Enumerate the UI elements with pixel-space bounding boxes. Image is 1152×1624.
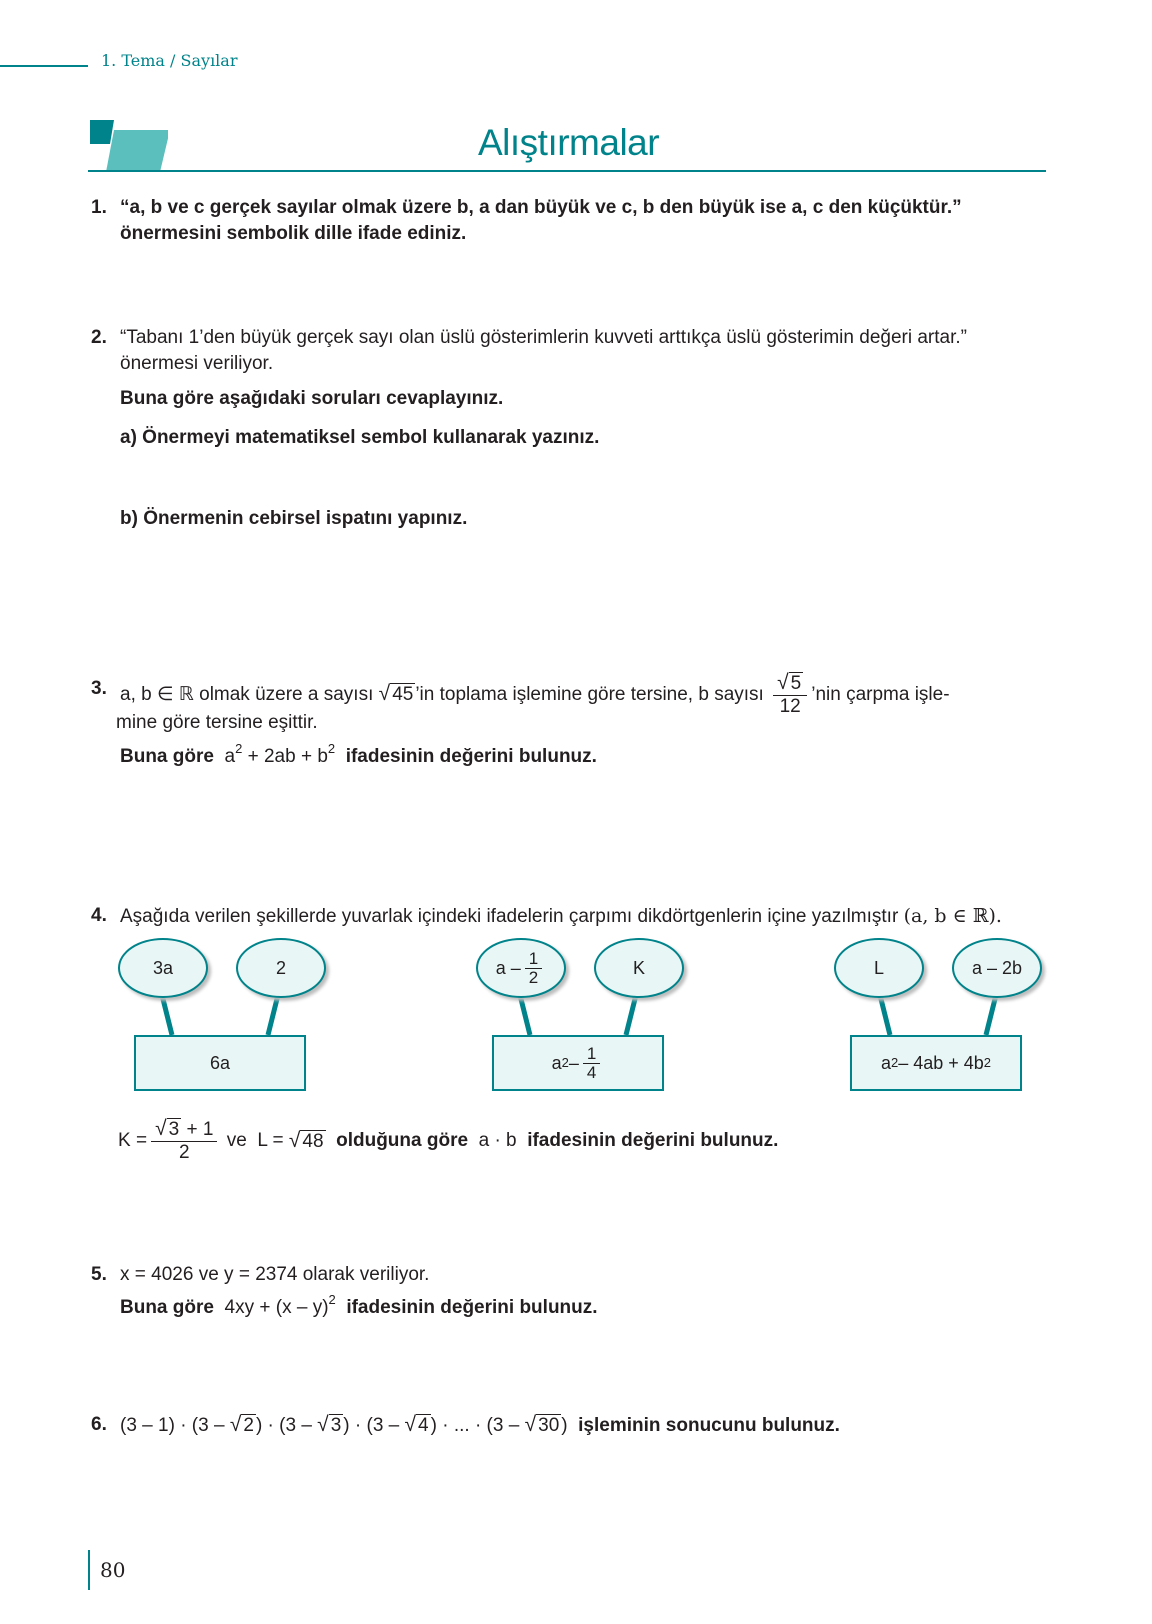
question-4-text: Aşağıda verilen şekillerde yuvarlak içindeki ifadelerin çarpımı dikdörtgenlerin içine yazılmıştır (a, b ∈ ℝ).: [120, 905, 1002, 927]
oval-2: 2: [236, 938, 326, 998]
oval-3a: 3a: [118, 938, 208, 998]
question-1-text: “a, b ve c gerçek sayılar olmak üzere b, a dan büyük ve c, b den büyük ise a, c den küçüktür.” önermesini sembolik dille ifade ediniz.: [120, 197, 962, 244]
oval-K: K: [594, 938, 684, 998]
page-title: Alıştırmalar: [478, 122, 660, 163]
question-3-line-2: mine göre tersine eşittir.: [116, 712, 318, 733]
question-2-instruction: Buna göre aşağıdaki soruları cevaplayınız.: [120, 388, 504, 409]
page-number: 80: [100, 1558, 126, 1582]
question-2-part-a: a) Önermeyi matematiksel sembol kullanarak yazınız.: [120, 427, 600, 448]
rect-6a: 6a: [134, 1035, 306, 1091]
page-number-rule: [88, 1550, 90, 1590]
oval-a-minus-half: a – $\frac{1}{2}$: [476, 938, 566, 998]
oval-a-minus-2b: a – 2b: [952, 938, 1042, 998]
question-3-ask: Buna göre $a^2 + 2ab + b^2$ ifadesinin değerini bulunuz.: [120, 741, 597, 767]
fraction-K: $\frac{√ 3 + 1}{2}$: [151, 1118, 217, 1164]
oval-L: L: [834, 938, 924, 998]
sqrt-45: √ 45: [378, 682, 414, 706]
question-2-part-b: b) Önermenin cebirsel ispatını yapınız.: [120, 508, 468, 529]
question-5-ask: Buna göre 4xy + (x – y)$^2$ ifadesinin değerini bulunuz.: [120, 1292, 598, 1318]
question-3-line-1: a, b ∈ ℝ olmak üzere a sayısı √ 45 ’in toplama işlemine göre tersine, b sayısı $\frac{√ 5}{12}$ ’nin çarpma işle-: [120, 671, 950, 717]
breadcrumb: 1. Tema / Sayılar: [101, 51, 238, 70]
question-2-text: “Tabanı 1’den büyük gerçek sayı olan üslü gösterimlerin kuvveti arttıkça üslü gösterimin değeri artar.” önermesi veriliyor.: [120, 327, 967, 374]
question-6-text: (3 – 1) · (3 – √ 2 ) · (3 – √ 3 ) · (3 – √ 4 ) · ... · (3 – √ 30 ) işleminin sonucunu bulunuz.: [120, 1413, 840, 1436]
rect-a2-minus-4ab-plus-4b2: a 2 – 4ab + 4b 2: [850, 1035, 1022, 1091]
question-5-text: x = 4026 ve y = 2374 olarak veriliyor.: [120, 1264, 430, 1285]
question-4-ask: K = $\frac{√ 3 + 1}{2}$ ve L = √ 48 olduğuna göre a · b ifadesinin değerini bulunuz.: [118, 1117, 779, 1163]
rect-a2-minus-quarter: a 2 – $\frac{1}{4}$: [492, 1035, 664, 1091]
fraction-sqrt5-over-12: $\frac{√ 5}{12}$: [773, 672, 807, 718]
